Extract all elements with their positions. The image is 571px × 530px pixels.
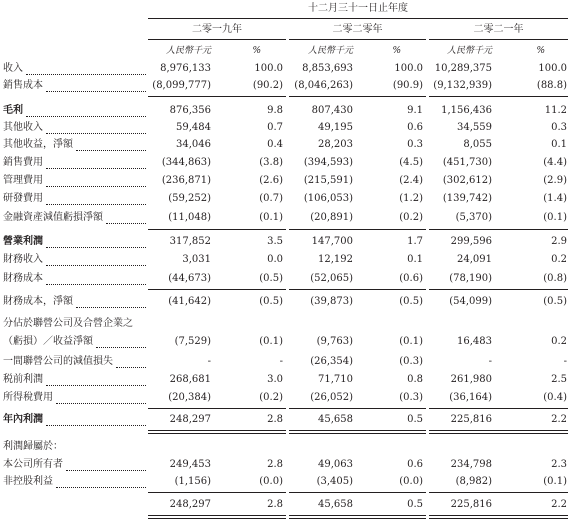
leader-dots bbox=[46, 123, 146, 134]
amount-cell: 49,195 bbox=[318, 122, 353, 133]
leader-dots bbox=[46, 158, 146, 169]
amount-cell: 299,596 bbox=[450, 236, 492, 247]
percent-cell: (1.4) bbox=[543, 193, 567, 204]
percent-cell: 2.8 bbox=[267, 459, 283, 470]
amount-cell: 317,852 bbox=[169, 236, 211, 247]
amount-cell: (139,742) bbox=[442, 193, 492, 204]
percent-cell: (1.2) bbox=[399, 193, 423, 204]
row-label: 銷售成本 bbox=[3, 80, 43, 91]
percent-cell: (0.2) bbox=[399, 212, 423, 223]
year-heading-rule bbox=[148, 39, 286, 40]
leader-dots bbox=[46, 81, 146, 92]
row-label: 税前利潤 bbox=[3, 374, 43, 385]
year-heading-rule bbox=[429, 39, 568, 40]
amount-cell: 248,297 bbox=[169, 499, 211, 510]
subtotal-rule bbox=[289, 96, 426, 97]
amount-cell: 3,031 bbox=[182, 254, 211, 265]
amount-cell: (54,099) bbox=[449, 296, 492, 307]
row-label: 利潤歸屬於： bbox=[3, 441, 63, 452]
amount-cell: (8,046,263) bbox=[294, 80, 353, 91]
amount-cell: (9,763) bbox=[316, 336, 353, 347]
row-label: 本公司所有者 bbox=[3, 459, 63, 470]
percent-cell: (0.0) bbox=[399, 476, 423, 487]
subtotal-rule bbox=[148, 229, 286, 230]
amount-cell: 234,798 bbox=[450, 459, 492, 470]
percent-cell: 2.9 bbox=[551, 236, 567, 247]
percent-cell: 0.3 bbox=[551, 122, 567, 133]
percent-cell: (3.8) bbox=[259, 157, 283, 168]
percent-cell: 2.2 bbox=[551, 499, 567, 510]
amount-cell: 268,681 bbox=[169, 374, 211, 385]
percent-cell: 2.2 bbox=[551, 414, 567, 425]
percent-cell: (88.8) bbox=[536, 80, 567, 91]
subtotal-rule bbox=[429, 408, 568, 409]
subtotal-rule bbox=[429, 289, 568, 290]
row-label: 毛利 bbox=[3, 105, 23, 116]
amount-cell: 807,430 bbox=[311, 105, 353, 116]
percent-cell: 0.5 bbox=[407, 499, 423, 510]
total-double-rule bbox=[148, 518, 286, 519]
percent-cell: (0.8) bbox=[543, 273, 567, 284]
percent-cell: (0.3) bbox=[399, 392, 423, 403]
total-double-rule bbox=[148, 433, 286, 434]
subtotal-rule bbox=[289, 492, 426, 493]
percent-cell: 9.1 bbox=[407, 105, 423, 116]
percent-cell: 0.2 bbox=[551, 336, 567, 347]
period-heading: 十二月三十一日止年度 bbox=[308, 3, 408, 14]
subtotal-rule bbox=[148, 492, 286, 493]
amount-cell: 34,046 bbox=[176, 139, 211, 150]
amount-cell: 34,559 bbox=[457, 122, 492, 133]
percent-cell: 0.7 bbox=[267, 122, 283, 133]
subtotal-rule bbox=[148, 408, 286, 409]
amount-cell: (36,164) bbox=[449, 392, 492, 403]
percent-cell: 2.5 bbox=[551, 374, 567, 385]
amount-cell: (8,099,777) bbox=[152, 80, 211, 91]
row-label: 年內利潤 bbox=[3, 414, 43, 425]
total-double-rule bbox=[289, 515, 426, 516]
percent-cell: - bbox=[279, 356, 283, 367]
row-label: 管理費用 bbox=[3, 175, 43, 186]
row-label: 一間聯營公司的減值損失 bbox=[3, 356, 113, 367]
leader-dots bbox=[46, 274, 146, 285]
leader-dots bbox=[76, 297, 146, 308]
amount-cell: (44,673) bbox=[168, 273, 211, 284]
amount-cell: (236,871) bbox=[161, 175, 211, 186]
amount-cell: (41,642) bbox=[168, 296, 211, 307]
total-double-rule bbox=[429, 430, 568, 431]
subtotal-rule bbox=[289, 229, 426, 230]
row-label: 非控股利益 bbox=[3, 476, 53, 487]
amount-cell: (7,529) bbox=[174, 336, 211, 347]
amount-cell: (26,052) bbox=[310, 392, 353, 403]
percent-unit-label: % bbox=[536, 46, 545, 56]
leader-dots bbox=[56, 393, 146, 404]
percent-cell: 0.2 bbox=[551, 254, 567, 265]
leader-dots bbox=[46, 194, 146, 205]
amount-cell: (9,132,939) bbox=[433, 80, 492, 91]
percent-cell: (2.9) bbox=[543, 175, 567, 186]
period-heading-rule bbox=[148, 18, 568, 19]
amount-cell: 49,063 bbox=[318, 459, 353, 470]
amount-cell: 24,091 bbox=[457, 254, 492, 265]
percent-cell: (0.5) bbox=[543, 296, 567, 307]
subtotal-rule bbox=[289, 408, 426, 409]
leader-dots bbox=[46, 255, 146, 266]
row-label: 其他收益，淨額 bbox=[3, 139, 73, 150]
amount-cell: 10,289,375 bbox=[434, 63, 492, 74]
subtotal-rule bbox=[429, 492, 568, 493]
amount-cell: (8,982) bbox=[455, 476, 492, 487]
percent-cell: 0.3 bbox=[407, 139, 423, 150]
total-double-rule bbox=[429, 515, 568, 516]
percent-cell: 0.1 bbox=[407, 254, 423, 265]
amount-cell: 249,453 bbox=[169, 459, 211, 470]
row-label: 營業利潤 bbox=[3, 236, 43, 247]
amount-cell: - bbox=[488, 356, 492, 367]
percent-cell: (0.3) bbox=[399, 356, 423, 367]
leader-dots bbox=[56, 477, 146, 488]
row-label: 所得稅費用 bbox=[3, 392, 53, 403]
leader-dots bbox=[46, 237, 146, 248]
percent-cell: (0.1) bbox=[543, 476, 567, 487]
percent-cell: (0.7) bbox=[259, 193, 283, 204]
total-double-rule bbox=[148, 430, 286, 431]
amount-cell: (59,252) bbox=[168, 193, 211, 204]
percent-cell: (0.1) bbox=[259, 212, 283, 223]
subtotal-rule bbox=[429, 96, 568, 97]
percent-unit-label: % bbox=[392, 46, 401, 56]
amount-unit-label: 人民幣千元 bbox=[307, 46, 353, 56]
row-label: （虧損）／收益淨額 bbox=[3, 336, 93, 347]
total-double-rule bbox=[289, 433, 426, 434]
percent-cell: (0.2) bbox=[259, 392, 283, 403]
row-label: 其他收入 bbox=[3, 122, 43, 133]
percent-cell: 9.8 bbox=[267, 105, 283, 116]
percent-cell: 1.7 bbox=[407, 236, 423, 247]
leader-dots bbox=[46, 375, 146, 386]
percent-cell: 11.2 bbox=[544, 105, 567, 116]
row-label: 研發費用 bbox=[3, 193, 43, 204]
amount-cell: (106,053) bbox=[303, 193, 353, 204]
percent-cell: - bbox=[563, 356, 567, 367]
percent-cell: (2.4) bbox=[399, 175, 423, 186]
amount-cell: (215,591) bbox=[303, 175, 353, 186]
percent-cell: 2.8 bbox=[267, 499, 283, 510]
leader-dots bbox=[76, 140, 146, 151]
amount-cell: (20,384) bbox=[168, 392, 211, 403]
leader-dots bbox=[26, 106, 146, 117]
percent-cell: 100.0 bbox=[394, 63, 423, 74]
percent-cell: 100.0 bbox=[538, 63, 567, 74]
percent-cell: 0.6 bbox=[407, 122, 423, 133]
amount-cell: 59,484 bbox=[176, 122, 211, 133]
amount-cell: (3,405) bbox=[316, 476, 353, 487]
percent-cell: (0.4) bbox=[543, 392, 567, 403]
amount-cell: (344,863) bbox=[161, 157, 211, 168]
percent-cell: 2.8 bbox=[267, 414, 283, 425]
leader-dots bbox=[106, 213, 146, 224]
amount-cell: 28,203 bbox=[318, 139, 353, 150]
year-heading: 二零二零年 bbox=[332, 24, 383, 35]
total-double-rule bbox=[429, 518, 568, 519]
leader-dots bbox=[46, 415, 146, 426]
row-label: 金融資產減值虧損淨額 bbox=[3, 212, 103, 223]
percent-cell: (4.5) bbox=[399, 157, 423, 168]
total-double-rule bbox=[289, 430, 426, 431]
year-heading: 二零二一年 bbox=[473, 24, 524, 35]
amount-cell: (52,065) bbox=[310, 273, 353, 284]
amount-cell: 45,658 bbox=[318, 414, 353, 425]
percent-cell: (0.5) bbox=[259, 296, 283, 307]
amount-cell: 225,816 bbox=[450, 499, 492, 510]
leader-dots bbox=[116, 357, 146, 368]
percent-cell: (4.4) bbox=[543, 157, 567, 168]
amount-cell: 8,976,133 bbox=[160, 63, 211, 74]
percent-cell: 100.0 bbox=[254, 63, 283, 74]
amount-cell: 12,192 bbox=[318, 254, 353, 265]
subtotal-rule bbox=[148, 289, 286, 290]
percent-cell: (90.2) bbox=[252, 80, 283, 91]
amount-cell: (78,190) bbox=[449, 273, 492, 284]
leader-dots bbox=[26, 64, 146, 75]
percent-cell: (0.1) bbox=[259, 336, 283, 347]
percent-cell: (0.5) bbox=[399, 296, 423, 307]
amount-cell: (394,593) bbox=[303, 157, 353, 168]
amount-cell: 248,297 bbox=[169, 414, 211, 425]
amount-cell: (20,891) bbox=[310, 212, 353, 223]
percent-cell: 0.4 bbox=[267, 139, 283, 150]
percent-cell: 0.1 bbox=[551, 139, 567, 150]
amount-unit-label: 人民幣千元 bbox=[446, 46, 492, 56]
amount-cell: 261,980 bbox=[450, 374, 492, 385]
percent-cell: (2.6) bbox=[259, 175, 283, 186]
row-label: 財務成本，淨額 bbox=[3, 296, 73, 307]
percent-cell: 0.8 bbox=[407, 374, 423, 385]
amount-cell: (451,730) bbox=[442, 157, 492, 168]
percent-cell: 0.0 bbox=[267, 254, 283, 265]
leader-dots bbox=[96, 337, 146, 348]
amount-cell: 1,156,436 bbox=[441, 105, 492, 116]
amount-cell: 16,483 bbox=[457, 336, 492, 347]
amount-cell: (11,048) bbox=[168, 212, 211, 223]
subtotal-rule bbox=[429, 229, 568, 230]
percent-cell: (0.6) bbox=[399, 273, 423, 284]
amount-cell: (302,612) bbox=[442, 175, 492, 186]
percent-cell: 3.5 bbox=[267, 236, 283, 247]
total-double-rule bbox=[289, 518, 426, 519]
amount-cell: (26,354) bbox=[310, 356, 353, 367]
total-double-rule bbox=[148, 515, 286, 516]
amount-cell: 45,658 bbox=[318, 499, 353, 510]
amount-cell: (1,156) bbox=[174, 476, 211, 487]
total-double-rule bbox=[429, 433, 568, 434]
leader-dots bbox=[66, 460, 146, 471]
percent-unit-label: % bbox=[252, 46, 261, 56]
row-label: 財務成本 bbox=[3, 273, 43, 284]
percent-cell: (90.9) bbox=[392, 80, 423, 91]
percent-cell: (0.1) bbox=[399, 336, 423, 347]
amount-cell: 876,356 bbox=[169, 105, 211, 116]
subtotal-rule bbox=[289, 289, 426, 290]
amount-cell: 71,710 bbox=[318, 374, 353, 385]
percent-cell: 2.3 bbox=[551, 459, 567, 470]
amount-cell: 8,055 bbox=[463, 139, 492, 150]
amount-cell: 8,853,693 bbox=[302, 63, 353, 74]
percent-cell: (0.0) bbox=[259, 476, 283, 487]
row-label: 分佔於聯營公司及合營企業之 bbox=[3, 318, 133, 329]
amount-cell: (39,873) bbox=[310, 296, 353, 307]
amount-cell: - bbox=[207, 356, 211, 367]
row-label: 收入 bbox=[3, 63, 23, 74]
percent-cell: 0.6 bbox=[407, 459, 423, 470]
percent-cell: 0.5 bbox=[407, 414, 423, 425]
amount-cell: (5,370) bbox=[455, 212, 492, 223]
leader-dots bbox=[46, 176, 146, 187]
amount-cell: 147,700 bbox=[311, 236, 353, 247]
amount-cell: 225,816 bbox=[450, 414, 492, 425]
subtotal-rule bbox=[148, 96, 286, 97]
percent-cell: 3.0 bbox=[267, 374, 283, 385]
amount-unit-label: 人民幣千元 bbox=[165, 46, 211, 56]
year-heading: 二零一九年 bbox=[192, 24, 242, 35]
percent-cell: (0.1) bbox=[543, 212, 567, 223]
row-label: 財務收入 bbox=[3, 254, 43, 265]
year-heading-rule bbox=[289, 39, 426, 40]
percent-cell: (0.5) bbox=[259, 273, 283, 284]
row-label: 銷售費用 bbox=[3, 157, 43, 168]
